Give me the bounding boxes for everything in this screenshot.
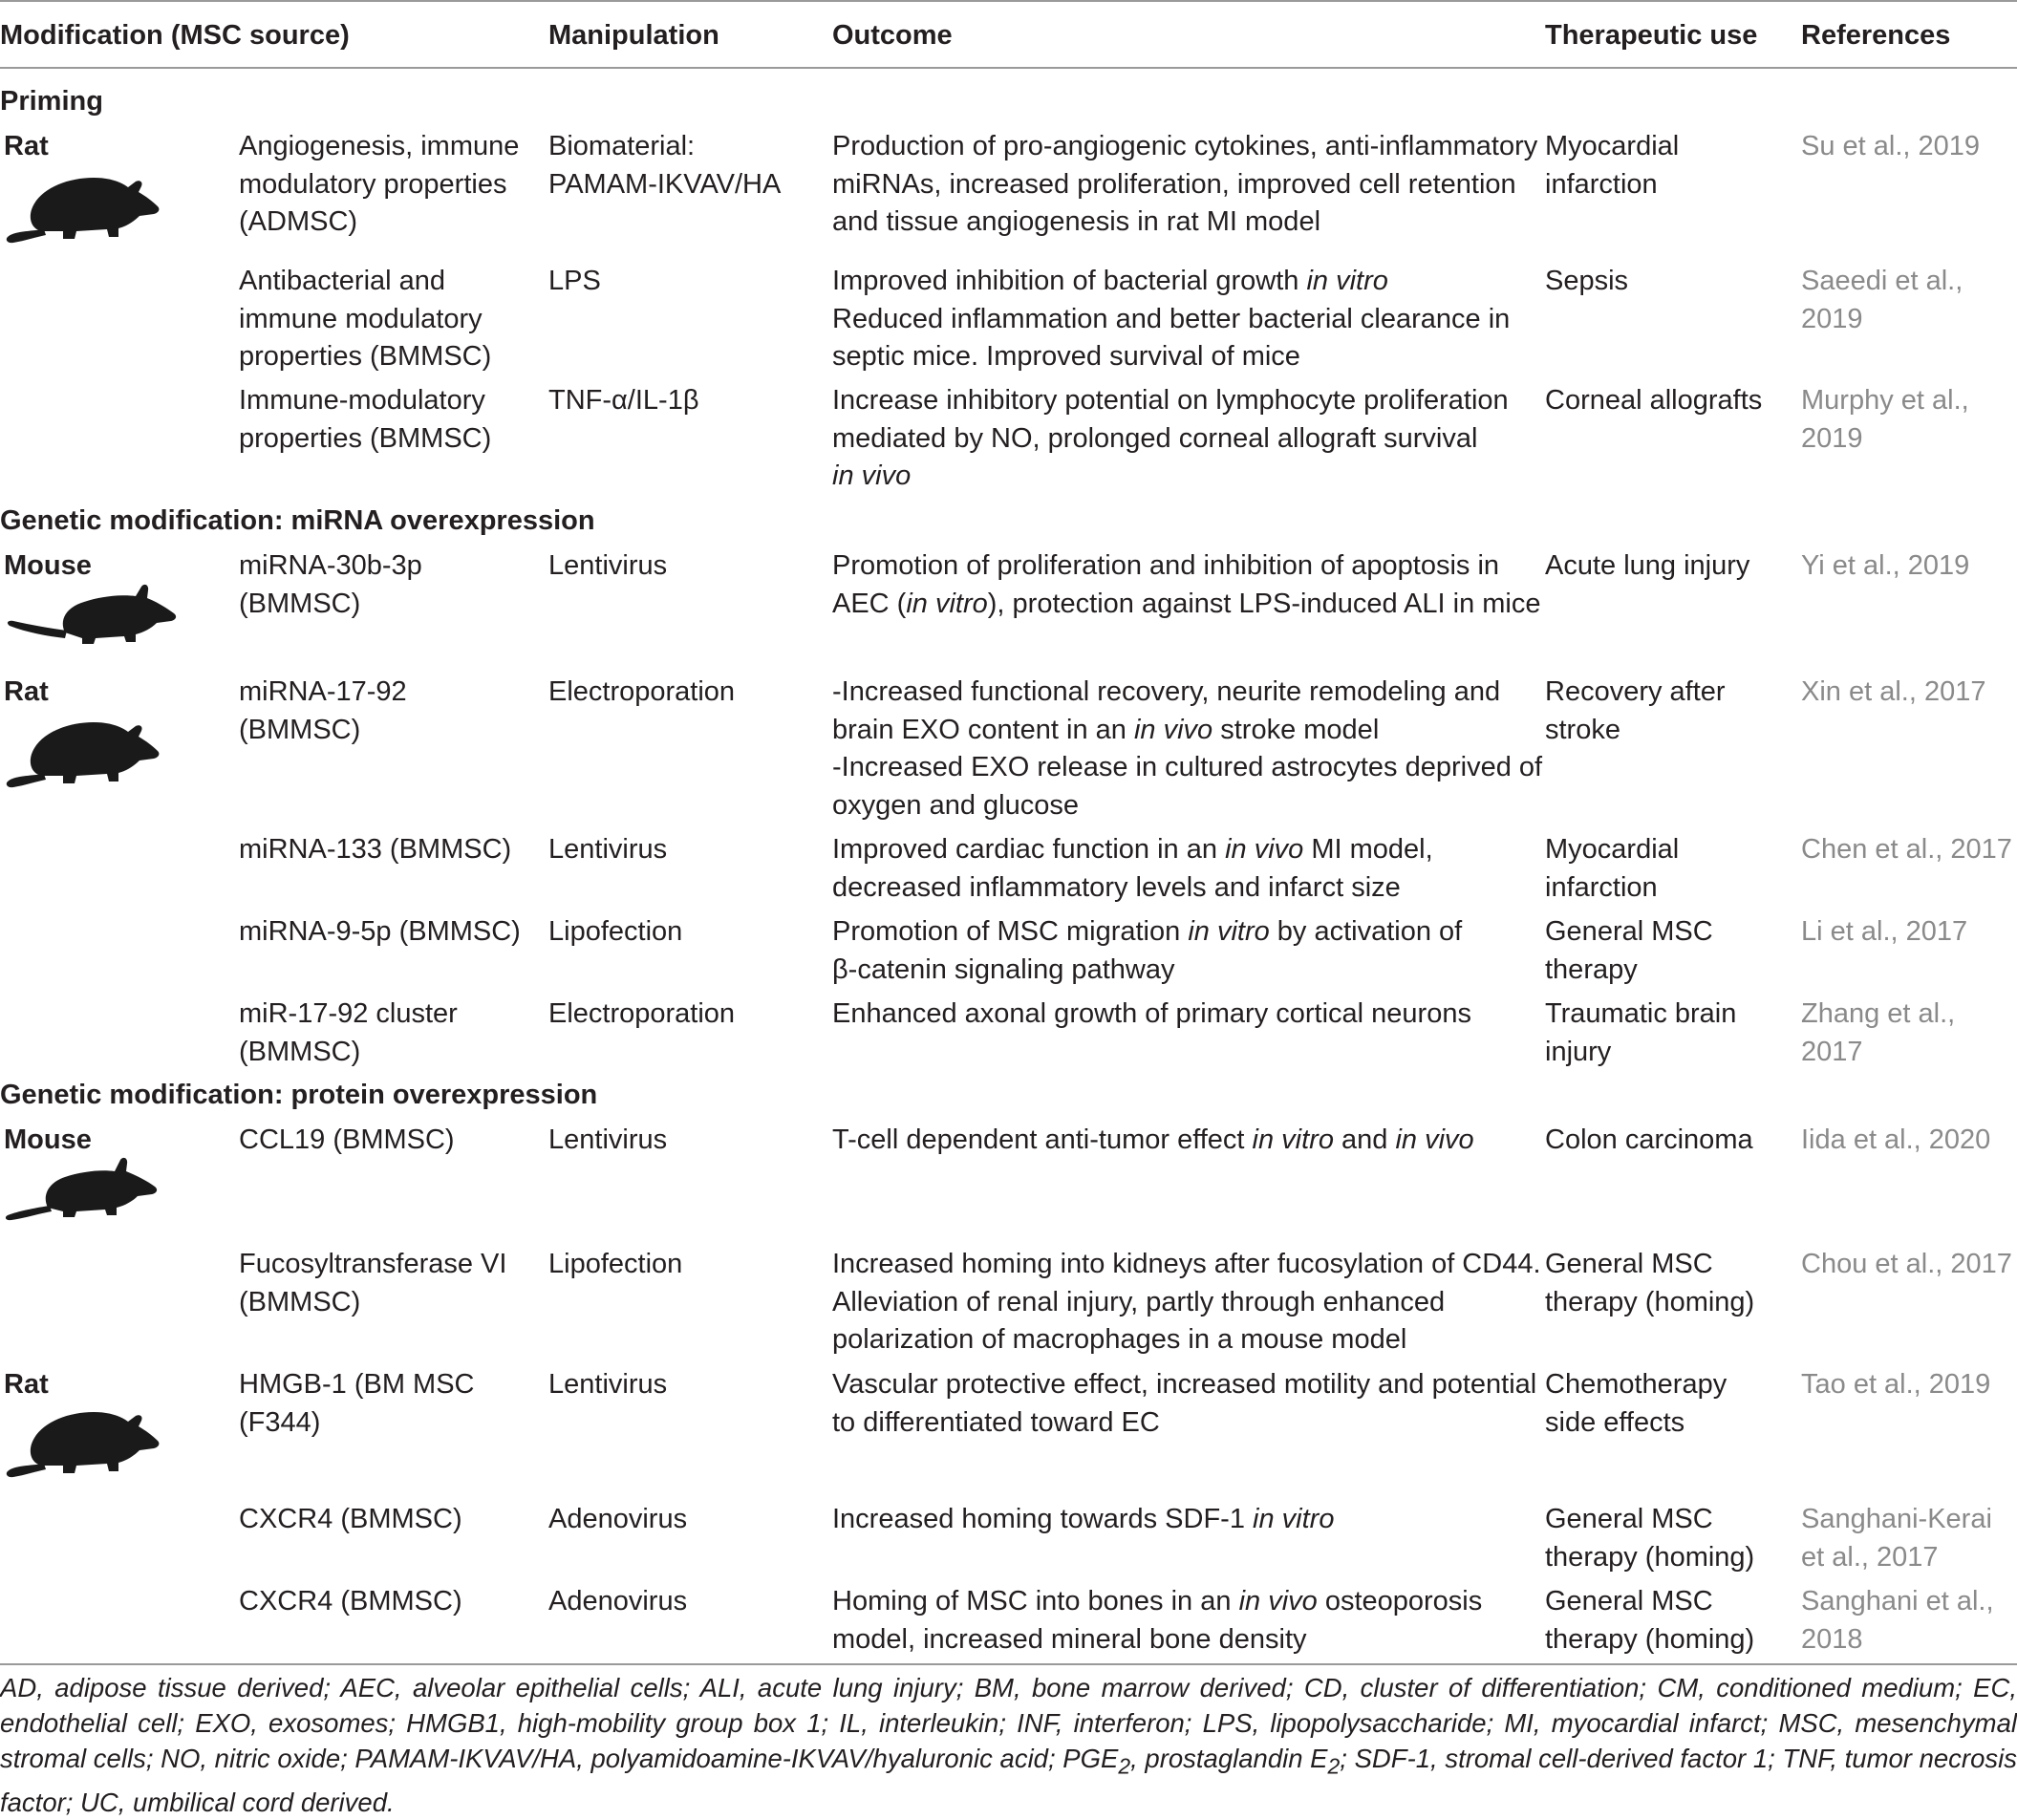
cell-line: miRNAs, increased proliferation, improved cell retention <box>832 168 1516 200</box>
cell-line: Angiogenesis, immune <box>239 131 520 161</box>
cell-line: injury <box>1545 1036 1612 1067</box>
cell-line: to differentiated toward EC <box>832 1406 1160 1438</box>
row-manipulation-cell <box>548 382 826 420</box>
row-manipulation-cell <box>548 1501 826 1539</box>
cell-line: stroke <box>1545 714 1620 745</box>
rat-icon <box>2 161 162 248</box>
cell-line: CXCR4 (BMMSC) <box>239 1586 462 1617</box>
row-reference-cell <box>1801 382 2013 458</box>
row-modification-cell <box>239 1122 535 1160</box>
table-row <box>0 913 2017 985</box>
table-footnote: AD, adipose tissue derived; AEC, alveolar epithelial cells; ALI, acute lung injury; BM, bone marrow derived; CD, cluster of differentiation; CM, conditioned medium; EC, endothelial cell; EXO, exosomes; HMGB1, high-mobility group box 1; IL, interleukin; INF, interferon; LPS, lipopolysaccharide; MI, myocardial infarct; MSC, mesenchymal stromal cells; NO, nitric oxide; PAMAM-IKVAV/HA, polyamidoamine-IKVAV/hyaluronic acid; $PGE_2$, prostaglandin $E_2$; SDF-1, stromal cell-derived factor 1; TNF, tumor necrosis factor; UC, umbilical cord derived. <box>0 1673 2017 1817</box>
cell-line: Adenovirus <box>548 1504 688 1534</box>
cell-line: Improved cardiac function in an in vivo MI model, <box>832 834 1433 865</box>
cell-line: General MSC <box>1545 1249 1713 1279</box>
cell-line: et al., 2017 <box>1801 1541 1939 1573</box>
cell-line: infarction <box>1545 168 1658 200</box>
section-title-protein: Genetic modification: protein overexpression <box>0 1080 598 1110</box>
cell-line: 2019 <box>1801 422 1863 454</box>
cell-line: CCL19 (BMMSC) <box>239 1124 455 1155</box>
cell-line: Acute lung injury <box>1545 550 1750 581</box>
cell-line: 2017 <box>1801 1036 1863 1067</box>
cell-line: General MSC <box>1545 916 1713 947</box>
header-outcome: Outcome <box>832 20 953 51</box>
row-therapeutic-use-cell <box>1545 1246 1789 1321</box>
table-row <box>0 674 2017 821</box>
row-outcome-cell <box>832 831 1539 907</box>
row-outcome-cell <box>832 674 1543 824</box>
row-modification-cell <box>239 547 535 623</box>
cell-line: TNF-α/IL-1β <box>548 385 699 416</box>
row-modification-cell <box>239 1366 535 1442</box>
cell-line: therapy (homing) <box>1545 1541 1755 1573</box>
row-outcome-cell <box>832 1122 1539 1160</box>
cell-line: General MSC <box>1545 1504 1713 1534</box>
cell-line: Chou et al., 2017 <box>1801 1249 2012 1279</box>
cell-line: modulatory properties <box>239 168 507 200</box>
row-therapeutic-use-cell <box>1545 831 1789 907</box>
row-therapeutic-use-cell <box>1545 913 1789 989</box>
row-therapeutic-use-cell <box>1545 1583 1789 1659</box>
cell-line: Lentivirus <box>548 834 668 865</box>
row-reference-cell <box>1801 913 2013 952</box>
table-row <box>0 1501 2017 1573</box>
species-label: Rat <box>4 1369 49 1400</box>
row-reference-cell <box>1801 1366 2013 1404</box>
row-therapeutic-use-cell <box>1545 1122 1789 1160</box>
row-manipulation-cell <box>548 1366 826 1404</box>
row-outcome-cell <box>832 382 1539 496</box>
cell-line: Sepsis <box>1545 266 1629 296</box>
table-row <box>0 128 2017 237</box>
row-therapeutic-use-cell <box>1545 1501 1789 1576</box>
cell-line: therapy (homing) <box>1545 1286 1755 1317</box>
cell-line: Recovery after <box>1545 676 1726 707</box>
row-therapeutic-use-cell <box>1545 547 1789 586</box>
header-modification: Modification (MSC source) <box>0 20 350 51</box>
cell-line: (ADMSC) <box>239 206 358 237</box>
header-references: References <box>1801 20 1951 51</box>
cell-line: Homing of MSC into bones in an in vivo osteoporosis <box>832 1586 1483 1617</box>
table-row <box>0 1246 2017 1355</box>
row-modification-cell <box>239 996 535 1071</box>
cell-line: polarization of macrophages in a mouse model <box>832 1324 1407 1355</box>
row-reference-cell <box>1801 1583 2013 1659</box>
cell-line: Myocardial <box>1545 834 1680 865</box>
row-reference-cell <box>1801 1501 2013 1576</box>
cell-line: Biomaterial: <box>548 131 696 161</box>
bottom-rule <box>0 1663 2017 1665</box>
row-reference-cell <box>1801 831 2013 869</box>
cell-line: (BMMSC) <box>239 714 361 745</box>
top-rule <box>0 0 2017 2</box>
cell-line: General MSC <box>1545 1586 1713 1617</box>
cell-line: 2019 <box>1801 303 1863 334</box>
row-outcome-cell <box>832 1583 1539 1659</box>
cell-line: Electroporation <box>548 998 736 1029</box>
species-label: Mouse <box>4 1124 92 1155</box>
row-manipulation-cell <box>548 1122 826 1160</box>
cell-line: Li et al., 2017 <box>1801 916 1968 947</box>
row-therapeutic-use-cell <box>1545 128 1789 203</box>
cell-line: therapy (homing) <box>1545 1623 1755 1655</box>
cell-line: Reduced inflammation and better bacterial clearance in <box>832 303 1511 334</box>
row-modification-cell <box>239 1246 535 1321</box>
cell-line: HMGB-1 (BM MSC <box>239 1369 475 1400</box>
cell-line: Increased homing into kidneys after fucosylation of CD44. <box>832 1249 1541 1279</box>
cell-line: brain EXO content in an in vivo stroke model <box>832 714 1380 745</box>
cell-line: Colon carcinoma <box>1545 1124 1753 1155</box>
cell-line: Sanghani et al., <box>1801 1586 1994 1617</box>
row-modification-cell <box>239 128 535 242</box>
row-modification-cell <box>239 382 535 458</box>
cell-line: and tissue angiogenesis in rat MI model <box>832 206 1321 237</box>
cell-line: Murphy et al., <box>1801 385 1969 416</box>
cell-line: miRNA-17-92 <box>239 676 407 707</box>
header-manipulation: Manipulation <box>548 20 719 51</box>
cell-line: oxygen and glucose <box>832 789 1079 821</box>
cell-line: Increased homing towards SDF-1 in vitro <box>832 1504 1335 1534</box>
cell-line: Immune-modulatory <box>239 385 485 416</box>
row-manipulation-cell <box>548 263 826 301</box>
row-therapeutic-use-cell <box>1545 382 1789 420</box>
cell-line: Xin et al., 2017 <box>1801 676 1986 707</box>
cell-line: septic mice. Improved survival of mice <box>832 341 1300 372</box>
cell-line: Enhanced axonal growth of primary cortical neurons <box>832 998 1471 1029</box>
cell-line: (F344) <box>239 1406 321 1438</box>
species-label: Rat <box>4 131 49 161</box>
row-manipulation-cell <box>548 1583 826 1621</box>
cell-line: Zhang et al., <box>1801 998 1956 1029</box>
row-manipulation-cell <box>548 547 826 586</box>
cell-line: PAMAM-IKVAV/HA <box>548 168 782 200</box>
cell-line: miRNA-30b-3p <box>239 550 422 581</box>
row-outcome-cell <box>832 996 1539 1034</box>
row-reference-cell <box>1801 263 2013 338</box>
row-outcome-cell <box>832 1246 1539 1360</box>
cell-line: properties (BMMSC) <box>239 341 492 372</box>
cell-line: Lipofection <box>548 916 683 947</box>
cell-line: -Increased functional recovery, neurite remodeling and <box>832 676 1501 707</box>
cell-line: in vivo <box>832 460 912 491</box>
row-therapeutic-use-cell <box>1545 996 1789 1071</box>
header-therapeutic-use: Therapeutic use <box>1545 20 1758 51</box>
row-manipulation-cell <box>548 128 826 203</box>
row-modification-cell <box>239 263 535 376</box>
table-row <box>0 382 2017 491</box>
section-title-mirna: Genetic modification: miRNA overexpression <box>0 505 595 536</box>
cell-line: 2018 <box>1801 1623 1863 1655</box>
row-outcome-cell <box>832 547 1539 623</box>
species-label: Mouse <box>4 550 92 581</box>
row-modification-cell <box>239 913 535 952</box>
cell-line: Lentivirus <box>548 550 668 581</box>
row-modification-cell <box>239 1501 535 1539</box>
cell-line: Lentivirus <box>548 1369 668 1400</box>
cell-line: mediated by NO, prolonged corneal allograft survival <box>832 422 1478 454</box>
row-reference-cell <box>1801 128 2013 166</box>
row-outcome-cell <box>832 263 1539 376</box>
row-reference-cell <box>1801 674 2013 712</box>
cell-line: miRNA-133 (BMMSC) <box>239 834 512 865</box>
row-manipulation-cell <box>548 996 826 1034</box>
row-modification-cell <box>239 1583 535 1621</box>
table-row <box>0 831 2017 903</box>
cell-line: LPS <box>548 266 601 296</box>
cell-line: Myocardial <box>1545 131 1680 161</box>
cell-line: Antibacterial and <box>239 266 446 296</box>
row-therapeutic-use-cell <box>1545 1366 1789 1442</box>
species-label: Rat <box>4 676 49 707</box>
row-therapeutic-use-cell <box>1545 263 1789 301</box>
section-title-priming: Priming <box>0 86 103 117</box>
table-row <box>0 1583 2017 1655</box>
cell-line: miRNA-9-5p (BMMSC) <box>239 916 521 947</box>
rat-icon <box>2 705 162 793</box>
cell-line: (BMMSC) <box>239 1036 361 1067</box>
cell-line: immune modulatory <box>239 303 483 334</box>
cell-line: properties (BMMSC) <box>239 422 492 454</box>
cell-line: Iida et al., 2020 <box>1801 1124 1991 1155</box>
row-outcome-cell <box>832 1366 1539 1442</box>
cell-line: Tao et al., 2019 <box>1801 1369 1991 1400</box>
row-reference-cell <box>1801 547 2013 586</box>
cell-line: Traumatic brain <box>1545 998 1737 1029</box>
row-outcome-cell <box>832 1501 1539 1539</box>
cell-line: Lipofection <box>548 1249 683 1279</box>
row-reference-cell <box>1801 996 2013 1071</box>
cell-line: Electroporation <box>548 676 736 707</box>
cell-line: Lentivirus <box>548 1124 668 1155</box>
cell-line: Alleviation of renal injury, partly through enhanced <box>832 1286 1446 1317</box>
cell-line: Fucosyltransferase VI <box>239 1249 507 1279</box>
cell-line: Saeedi et al., <box>1801 266 1963 296</box>
row-reference-cell <box>1801 1246 2013 1284</box>
cell-line: infarction <box>1545 871 1658 903</box>
cell-line: Yi et al., 2019 <box>1801 550 1970 581</box>
cell-line: (BMMSC) <box>239 1286 361 1317</box>
row-therapeutic-use-cell <box>1545 674 1789 749</box>
row-modification-cell <box>239 674 535 749</box>
cell-line: Promotion of proliferation and inhibition of apoptosis in <box>832 550 1500 581</box>
header-rule <box>0 67 2017 69</box>
row-outcome-cell <box>832 128 1539 242</box>
cell-line: β-catenin signaling pathway <box>832 953 1175 985</box>
row-reference-cell <box>1801 1122 2013 1160</box>
cell-line: T-cell dependent anti-tumor effect in vitro and in vivo <box>832 1124 1474 1155</box>
row-manipulation-cell <box>548 674 826 712</box>
row-manipulation-cell <box>548 913 826 952</box>
cell-line: Chemotherapy <box>1545 1369 1727 1400</box>
cell-line: -Increased EXO release in cultured astrocytes deprived of <box>832 752 1543 782</box>
rat-icon <box>2 1395 162 1483</box>
mouse-icon <box>2 573 183 650</box>
cell-line: decreased inflammatory levels and infarct size <box>832 871 1401 903</box>
cell-line: Chen et al., 2017 <box>1801 834 2012 865</box>
cell-line: side effects <box>1545 1406 1685 1438</box>
cell-line: Adenovirus <box>548 1586 688 1617</box>
mouse-icon <box>2 1145 164 1225</box>
row-outcome-cell <box>832 913 1539 989</box>
cell-line: CXCR4 (BMMSC) <box>239 1504 462 1534</box>
row-manipulation-cell <box>548 1246 826 1284</box>
cell-line: Corneal allografts <box>1545 385 1763 416</box>
cell-line: therapy <box>1545 953 1638 985</box>
row-manipulation-cell <box>548 831 826 869</box>
table-row <box>0 996 2017 1067</box>
cell-line: Production of pro-angiogenic cytokines, anti-inflammatory <box>832 131 1538 161</box>
cell-line: miR-17-92 cluster <box>239 998 458 1029</box>
cell-line: Promotion of MSC migration in vitro by activation of <box>832 916 1463 947</box>
cell-line: model, increased mineral bone density <box>832 1623 1307 1655</box>
row-modification-cell <box>239 831 535 869</box>
cell-line: Su et al., 2019 <box>1801 131 1981 161</box>
cell-line: Sanghani-Kerai <box>1801 1504 1992 1534</box>
cell-line: Improved inhibition of bacterial growth in vitro <box>832 266 1388 296</box>
cell-line: Vascular protective effect, increased motility and potential <box>832 1369 1537 1400</box>
cell-line: Increase inhibitory potential on lymphocyte proliferation <box>832 385 1509 416</box>
cell-line: (BMMSC) <box>239 588 361 619</box>
cell-line: AEC (in vitro), protection against LPS-induced ALI in mice <box>832 588 1541 619</box>
table-row <box>0 263 2017 372</box>
